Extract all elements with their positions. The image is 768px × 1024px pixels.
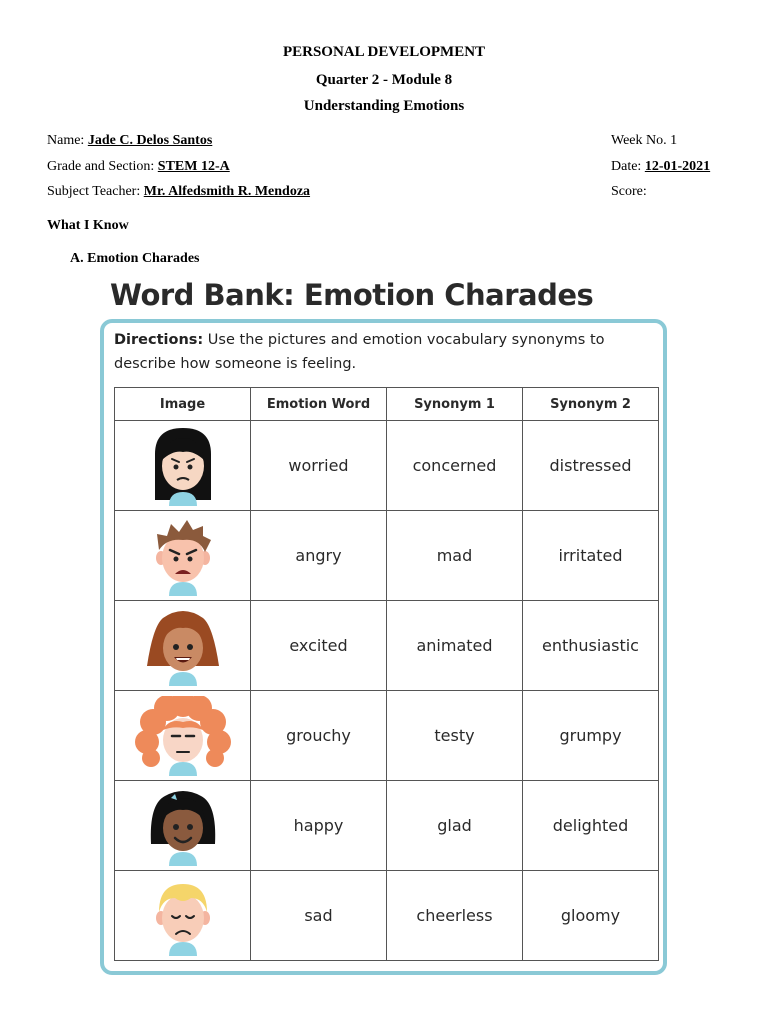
synonym2-cell: irritated [523, 511, 659, 601]
document-title: PERSONAL DEVELOPMENT [282, 44, 486, 60]
image-cell [115, 691, 251, 781]
image-cell [115, 601, 251, 691]
grade-label: Grade and Section: [47, 159, 155, 174]
table-row [115, 781, 659, 871]
synonym1-cell: animated [387, 601, 523, 691]
teacher-field [47, 184, 310, 200]
emotion-table [114, 387, 659, 961]
date-label: Date: [611, 159, 642, 174]
col-image-header: Image [115, 388, 251, 421]
date-field [611, 159, 710, 175]
sad-face-icon [143, 876, 223, 956]
name-label: Name: [47, 133, 85, 148]
directions [114, 328, 659, 376]
image-cell [115, 781, 251, 871]
table-row [115, 421, 659, 511]
emotion-word-cell: excited [251, 601, 387, 691]
synonym2-cell: delighted [523, 781, 659, 871]
image-cell [115, 511, 251, 601]
table-header-row [115, 388, 659, 421]
emotion-word-cell: angry [251, 511, 387, 601]
name-field [47, 133, 212, 149]
synonym2-cell: enthusiastic [523, 601, 659, 691]
section-subtitle: A. Emotion Charades [70, 251, 200, 266]
grade-field [47, 159, 230, 175]
emotion-word-cell: sad [251, 871, 387, 961]
teacher-value: Mr. Alfedsmith R. Mendoza [143, 184, 311, 199]
table-row [115, 871, 659, 961]
synonym1-cell: concerned [387, 421, 523, 511]
table-row [115, 691, 659, 781]
directions-text: Use the pictures and emotion vocabulary synonyms to describe how someone is feeling. [114, 332, 605, 372]
happy-face-icon [143, 786, 223, 866]
table-row [115, 511, 659, 601]
synonym1-cell: testy [387, 691, 523, 781]
score-field: Score: [611, 184, 647, 199]
image-cell [115, 871, 251, 961]
synonym2-cell: gloomy [523, 871, 659, 961]
synonym2-cell: grumpy [523, 691, 659, 781]
image-cell [115, 421, 251, 511]
grade-value: STEM 12-A [157, 159, 230, 174]
section-title: What I Know [47, 218, 129, 233]
module-topic: Understanding Emotions [303, 98, 465, 114]
grouchy-face-icon [133, 696, 233, 776]
emotion-word-cell: happy [251, 781, 387, 871]
directions-label: Directions: [114, 332, 204, 348]
worried-face-icon [143, 426, 223, 506]
date-value: 12-01-2021 [644, 159, 711, 174]
table-row [115, 601, 659, 691]
synonym1-cell: cheerless [387, 871, 523, 961]
col-emotion-header: Emotion Word [251, 388, 387, 421]
name-value: Jade C. Delos Santos [87, 133, 213, 148]
excited-face-icon [143, 606, 223, 686]
teacher-label: Subject Teacher: [47, 184, 141, 199]
angry-face-icon [143, 516, 223, 596]
col-synonym1-header: Synonym 1 [387, 388, 523, 421]
emotion-word-cell: worried [251, 421, 387, 511]
synonym1-cell: glad [387, 781, 523, 871]
col-synonym2-header: Synonym 2 [523, 388, 659, 421]
synonym2-cell: distressed [523, 421, 659, 511]
synonym1-cell: mad [387, 511, 523, 601]
module-label: Quarter 2 - Module 8 [315, 72, 453, 88]
week-field: Week No. 1 [611, 133, 678, 148]
word-bank-title: Word Bank: Emotion Charades [110, 278, 594, 312]
emotion-word-cell: grouchy [251, 691, 387, 781]
